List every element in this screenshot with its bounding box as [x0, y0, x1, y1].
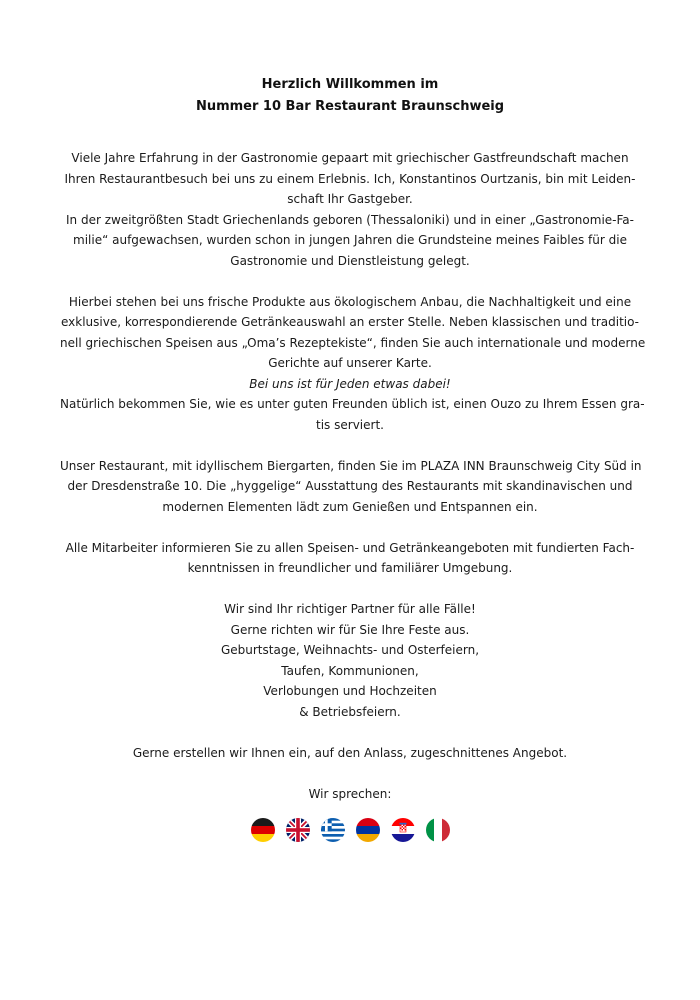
- paragraph-gap: [60, 517, 640, 538]
- greece-flag-icon: [321, 818, 345, 842]
- uk-flag-icon: [286, 818, 310, 842]
- text-line: exklusive, korrespondierende Getränkeauswahl an erster Stelle. Neben klassischen und traditio-: [60, 315, 640, 329]
- text-line: Natürlich bekommen Sie, wie es unter guten Freunden üblich ist, einen Ouzo zu Ihrem Essen gra-: [60, 397, 645, 411]
- text-line: nell griechischen Speisen aus „Oma’s Rezeptekiste“, finden Sie auch internationale und moderne: [60, 335, 646, 350]
- text-line: Gastronomie und Dienstleistung gelegt.: [230, 253, 470, 268]
- text-line: Gerne richten wir für Sie Ihre Feste aus.: [230, 622, 470, 637]
- armenia-flag-icon: [356, 818, 380, 842]
- text-line: Verlobungen und Hochzeiten: [263, 684, 437, 698]
- paragraph-gap: [60, 271, 640, 292]
- paragraph-gap: [60, 722, 640, 743]
- text-line: Gerne erstellen wir Ihnen ein, auf den Anlass, zugeschnittenes Angebot.: [132, 745, 568, 760]
- text-line: schaft Ihr Gastgeber.: [287, 192, 413, 206]
- text-line: der Dresdenstraße 10. Die „hyggelige“ Ausstattung des Restaurants mit skandinavischen und: [67, 479, 633, 493]
- text-line: modernen Elementen lädt zum Genießen und Entspannen ein.: [162, 499, 538, 514]
- text-line: Taufen, Kommunionen,: [281, 663, 419, 678]
- text-line: In der zweitgrößten Stadt Griechenlands geboren (Thessaloniki) und in einer „Gastronomie-Fa-: [66, 212, 634, 227]
- text-line: kenntnissen in freundlicher und familiärer Umgebung.: [187, 561, 513, 575]
- italy-flag-icon: [426, 818, 450, 842]
- slogan: Bei uns ist für Jeden etwas dabei!: [249, 376, 451, 391]
- page-title: [0, 74, 700, 118]
- paragraph-gap: [60, 763, 640, 784]
- language-flags: [0, 818, 700, 842]
- title-line-1: Herzlich Willkommen im: [261, 77, 439, 92]
- text-line: milie“ aufgewachsen, wurden schon in jungen Jahren die Grundsteine meines Faibles für die: [73, 233, 627, 247]
- title-line-2: Nummer 10 Bar Restaurant Braunschweig: [195, 99, 505, 114]
- croatia-flag-icon: [391, 818, 415, 842]
- text-line: Alle Mitarbeiter informieren Sie zu allen Speisen- und Getränkeangeboten mit fundierten Fach-: [65, 540, 635, 555]
- text-line: Hierbei stehen bei uns frische Produkte aus ökologischem Anbau, die Nachhaltigkeit und eine: [68, 294, 632, 309]
- text-line: Gerichte auf unserer Karte.: [268, 356, 432, 370]
- paragraph-gap: [60, 435, 640, 456]
- germany-flag-icon: [251, 818, 275, 842]
- text-line: & Betriebsfeiern.: [299, 704, 401, 719]
- paragraph-gap: [60, 579, 640, 600]
- text-line: Ihren Restaurantbesuch bei uns zu einem Erlebnis. Ich, Konstantinos Ourtzanis, bin mit Leiden-: [64, 171, 636, 186]
- text-line: Wir sind Ihr richtiger Partner für alle Fälle!: [224, 602, 476, 616]
- text-line: Geburtstage, Weihnachts- und Osterfeiern,: [220, 643, 480, 657]
- text-line: Unser Restaurant, mit idyllischem Biergarten, finden Sie im PLAZA INN Braunschweig City Süd in: [60, 458, 642, 473]
- languages-label: Wir sprechen:: [308, 786, 392, 801]
- text-line: tis serviert.: [316, 417, 384, 432]
- text-line: Viele Jahre Erfahrung in der Gastronomie gepaart mit griechischer Gastfreundschaft machen: [71, 151, 629, 165]
- body-text: [60, 148, 646, 804]
